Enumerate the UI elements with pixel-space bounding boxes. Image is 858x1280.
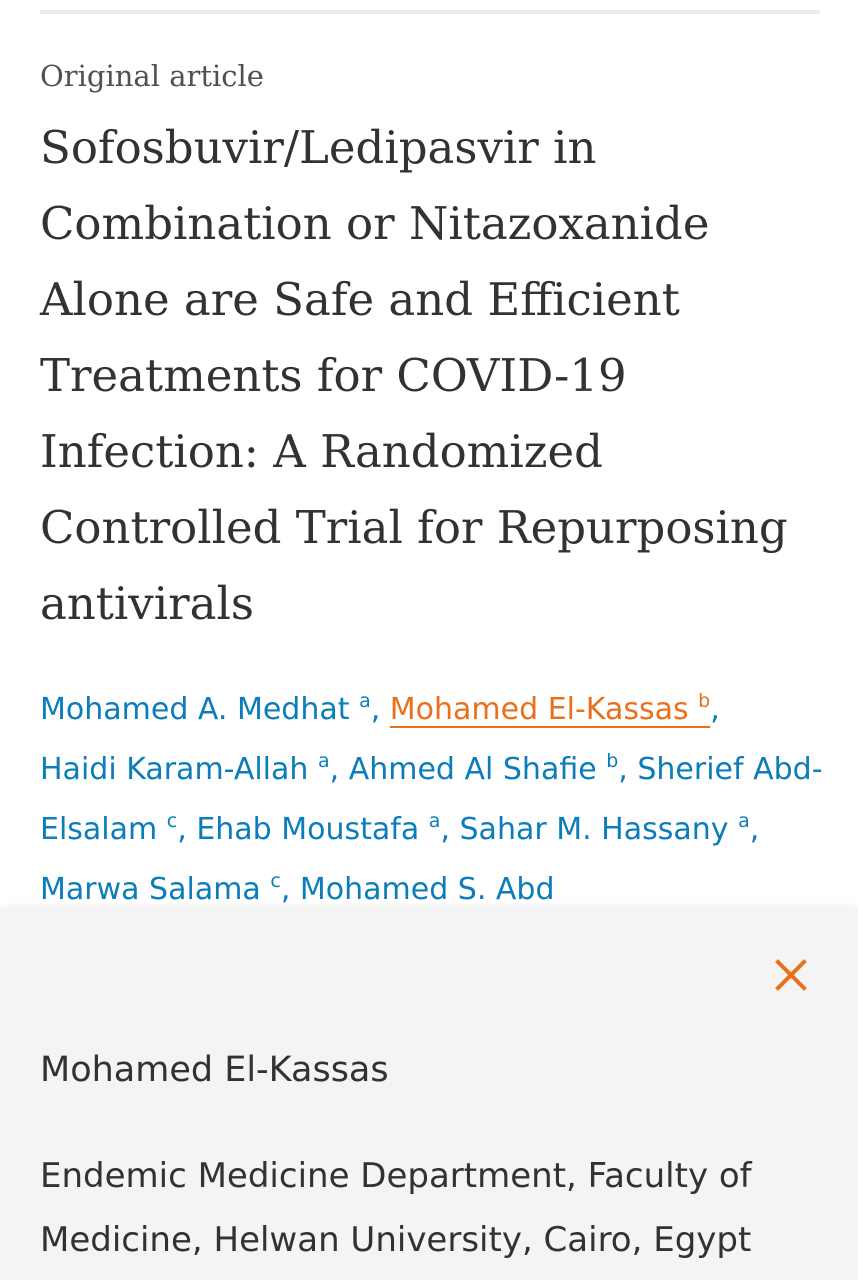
author-link-selected[interactable] bbox=[390, 692, 710, 727]
top-divider bbox=[40, 10, 820, 14]
author-affiliation-marker: a bbox=[359, 690, 371, 712]
author-name: Ahmed Al Shafie bbox=[348, 752, 597, 787]
close-icon bbox=[772, 956, 810, 994]
author-affiliation-marker: a bbox=[428, 810, 441, 832]
author-name: Mohamed S. Abd bbox=[299, 872, 555, 907]
author-link[interactable] bbox=[40, 692, 371, 727]
author-name: Mohamed A. Medhat bbox=[40, 692, 350, 727]
close-button[interactable] bbox=[772, 956, 810, 994]
author-link[interactable] bbox=[349, 752, 619, 787]
author-link[interactable] bbox=[40, 872, 281, 907]
author-name: Sherief Abd-Elsalam bbox=[40, 752, 823, 847]
article-title: Sofosbuvir/Ledipasvir in Combination or Nitazoxanide Alone are Safe and Efficient Treatments for COVID-19 Infection: A Randomized Controlled Trial for Repurposing antivirals bbox=[40, 121, 788, 630]
author-affiliation-marker: a bbox=[738, 810, 750, 832]
author-list bbox=[40, 680, 830, 920]
article-type-label: Original article bbox=[40, 59, 264, 93]
author-link[interactable] bbox=[300, 872, 555, 907]
author-link[interactable] bbox=[40, 752, 330, 787]
author-name: Mohamed El-Kassas bbox=[389, 692, 689, 727]
author-name: Sahar M. Hassany bbox=[459, 812, 729, 847]
panel-author-name: Mohamed El-Kassas bbox=[40, 1050, 389, 1090]
author-detail-panel bbox=[0, 908, 858, 1280]
author-link[interactable] bbox=[460, 812, 750, 847]
author-name: Ehab Moustafa bbox=[196, 812, 420, 847]
author-separator: , bbox=[710, 692, 720, 727]
author-separator: , bbox=[329, 752, 349, 787]
author-affiliation-marker: b bbox=[698, 690, 711, 712]
author-separator: , bbox=[370, 692, 390, 727]
author-separator: , bbox=[749, 812, 760, 847]
panel-author-affiliation: Endemic Medicine Department, Faculty of Medicine, Helwan University, Cairo, Egypt bbox=[40, 1156, 752, 1260]
author-separator: , bbox=[177, 812, 197, 847]
author-name: Haidi Karam-Allah bbox=[40, 752, 309, 787]
author-separator: , bbox=[618, 752, 638, 787]
author-affiliation-marker: b bbox=[606, 750, 619, 772]
author-link[interactable] bbox=[196, 812, 440, 847]
author-name: Marwa Salama bbox=[40, 872, 261, 907]
author-affiliation-marker: c bbox=[166, 810, 178, 832]
author-affiliation-marker: a bbox=[317, 750, 330, 772]
author-separator: , bbox=[440, 812, 460, 847]
author-separator: , bbox=[280, 872, 300, 907]
author-affiliation-marker: c bbox=[270, 870, 281, 892]
